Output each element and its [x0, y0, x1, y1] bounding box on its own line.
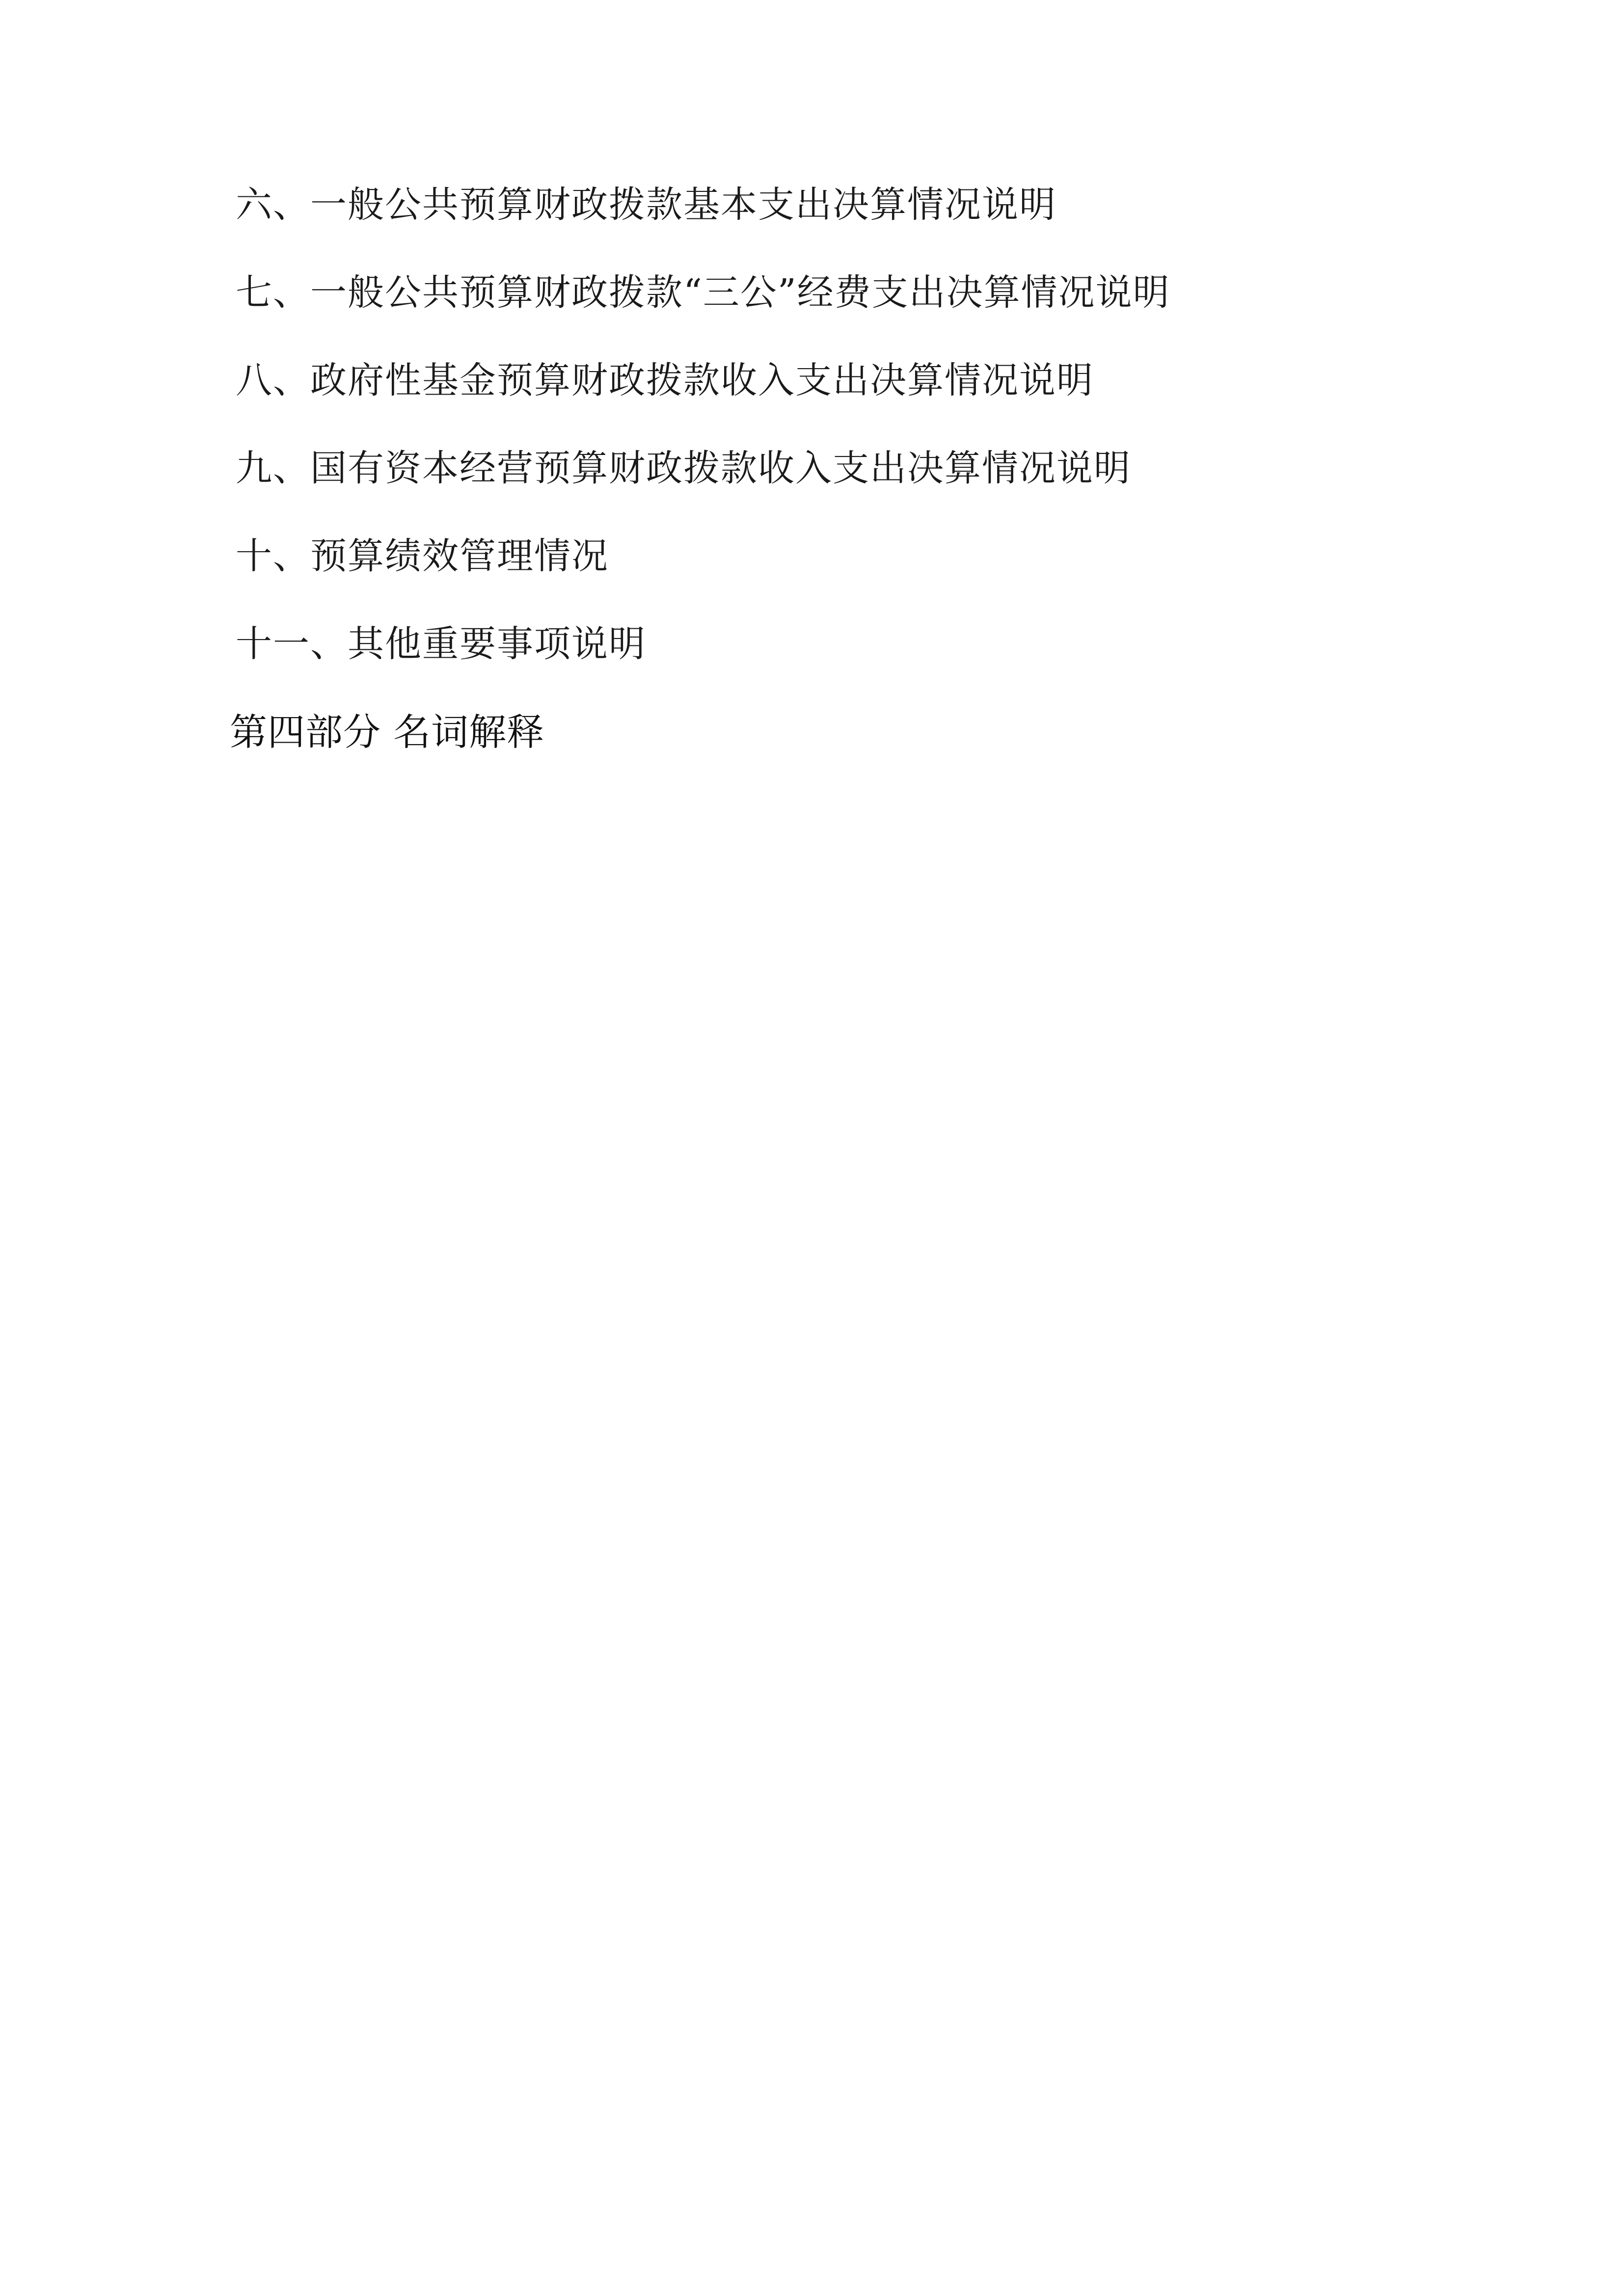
toc-entry-9: 九、国有资本经营预算财政拨款收入支出决算情况说明 [236, 447, 1131, 489]
toc-entry-10: 十、预算绩效管理情况 [236, 535, 609, 577]
toc-entry-8: 八、政府性基金预算财政拨款收入支出决算情况说明 [236, 359, 1094, 401]
section-heading-part-four: 第四部分 名词解释 [230, 710, 545, 754]
toc-entry-7: 七、一般公共预算财政拨款“三公”经费支出决算情况说明 [236, 271, 1170, 314]
toc-entry-11: 十一、其他重要事项说明 [236, 623, 646, 665]
toc-entry-6: 六、一般公共预算财政拨款基本支出决算情况说明 [236, 184, 1056, 226]
table-of-contents [230, 184, 1424, 800]
